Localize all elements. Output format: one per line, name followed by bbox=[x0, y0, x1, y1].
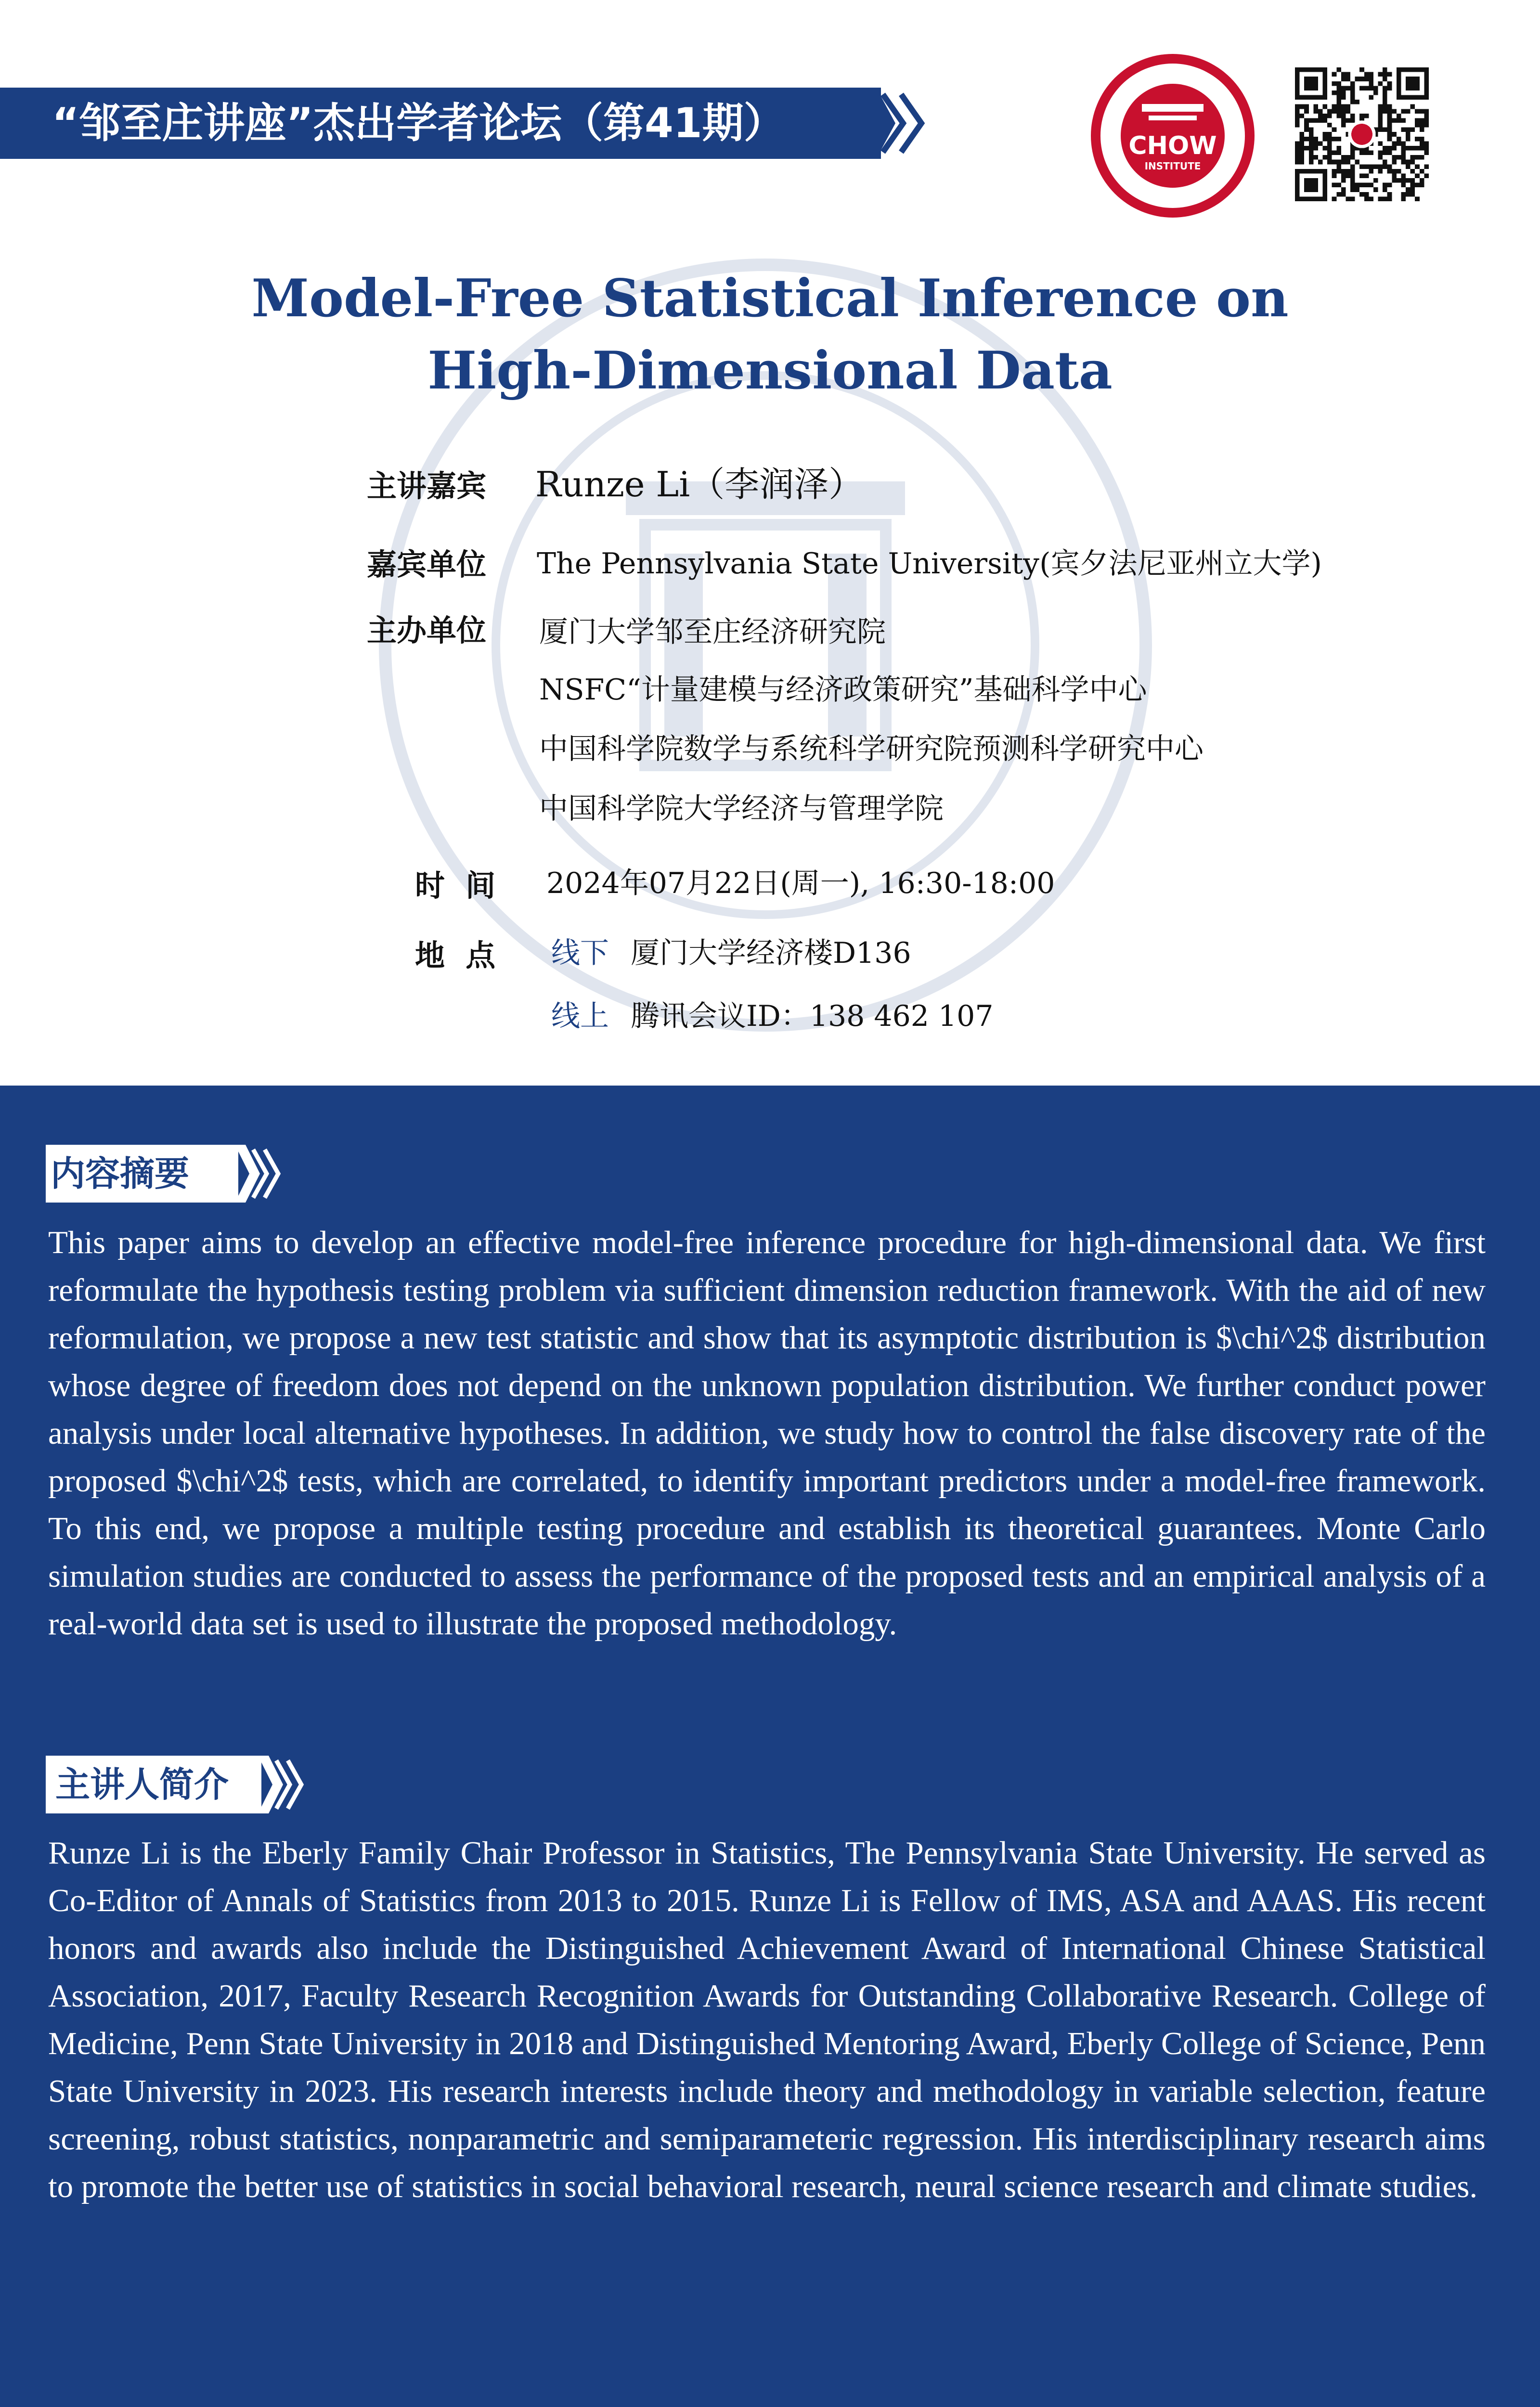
talk-title-line-1: Model-Free Statistical Inference on bbox=[251, 268, 1289, 329]
talk-title bbox=[0, 262, 1540, 407]
chow-institute-logo bbox=[1089, 52, 1256, 220]
organizer-4: 中国科学院大学经济与管理学院 bbox=[539, 792, 944, 826]
chevron-right-icon bbox=[235, 1145, 283, 1203]
speaker-value: Runze Li（李润泽） bbox=[535, 464, 864, 505]
poster-top bbox=[0, 0, 1540, 1086]
speaker-label: 主讲嘉宾 bbox=[367, 468, 487, 504]
logo-subtext: INSTITUTE bbox=[1144, 160, 1201, 172]
abstract-heading: 内容摘要 bbox=[51, 1153, 190, 1194]
abstract-text: This paper aims to develop an effective model-free inference procedure for high-dimensional data. We first reformulate the hypothesis testing problem via sufficient dimension reduction framework. With the aid of new reformulation, we propose a new test statistic and show that its asymptotic distribution is $\chi^2$ distribution whose degree of freedom does not depend on the unknown population distribution. We further conduct power analysis under local alternative hypotheses. In addition, we study how to control the false discovery rate of the proposed $\chi^2$ tests, which are correlated, to identify important predictors under a model-free framework. To this end, we propose a multiple testing procedure and establish its theoretical guarantees. Monte Carlo simulation studies are conducted to assess the performance of the proposed tests and an empirical analysis of a real-world data set is used to illustrate the proposed methodology. bbox=[48, 1225, 1486, 1642]
organizer-3: 中国科学院数学与系统科学研究院预测科学研究中心 bbox=[539, 732, 1204, 766]
location-label: 地 点 bbox=[415, 938, 496, 973]
talk-title-line-2: High-Dimensional Data bbox=[427, 340, 1113, 401]
bio-heading: 主讲人简介 bbox=[55, 1764, 229, 1805]
organizer-2: NSFC“计量建模与经济政策研究”基础科学中心 bbox=[539, 673, 1147, 707]
time-label: 时 间 bbox=[415, 868, 496, 903]
offline-value: 厦门大学经济楼D136 bbox=[631, 936, 911, 970]
online-tag: 线上 bbox=[551, 999, 609, 1033]
time-value: 2024年07月22日(周一), 16:30-18:00 bbox=[546, 867, 1055, 900]
affiliation-label: 嘉宾单位 bbox=[367, 547, 487, 582]
online-value: 腾讯会议ID：138 462 107 bbox=[631, 999, 994, 1033]
organizer-label: 主办单位 bbox=[367, 613, 487, 648]
offline-tag: 线下 bbox=[551, 936, 609, 970]
organizer-1: 厦门大学邹至庄经济研究院 bbox=[539, 615, 886, 649]
chevron-right-icon bbox=[258, 1756, 306, 1813]
series-title: “邹至庄讲座”杰出学者论坛（第41期） bbox=[52, 99, 785, 147]
qr-code[interactable] bbox=[1295, 67, 1429, 201]
affiliation-value: The Pennsylvania State University(宾夕法尼亚州立大学) bbox=[537, 547, 1322, 581]
bio-text: Runze Li is the Eberly Family Chair Professor in Statistics, The Pennsylvania State University. He served as Co-Editor of Annals of Statistics from 2013 to 2015. Runze Li is Fellow of IMS, ASA and AAAS. His recent honors and awards also include the Distinguished Achievement Award of International Chinese Statistical Association, 2017, Faculty Research Recognition Awards for Outstanding Collaborative Research. College of Medicine, Penn State University in 2018 and Distinguished Mentoring Award, Eberly College of Science, Penn State University in 2023. His research interests include theory and methodology in variable selection, feature screening, robust statistics, nonparametric and semiparameteric regression. His interdisciplinary research aims to promote the better use of statistics in social behavioral research, neural science research and climate studies. bbox=[48, 1835, 1486, 2204]
chevron-right-icon bbox=[857, 88, 934, 159]
logo-text: CHOW bbox=[1128, 131, 1217, 160]
